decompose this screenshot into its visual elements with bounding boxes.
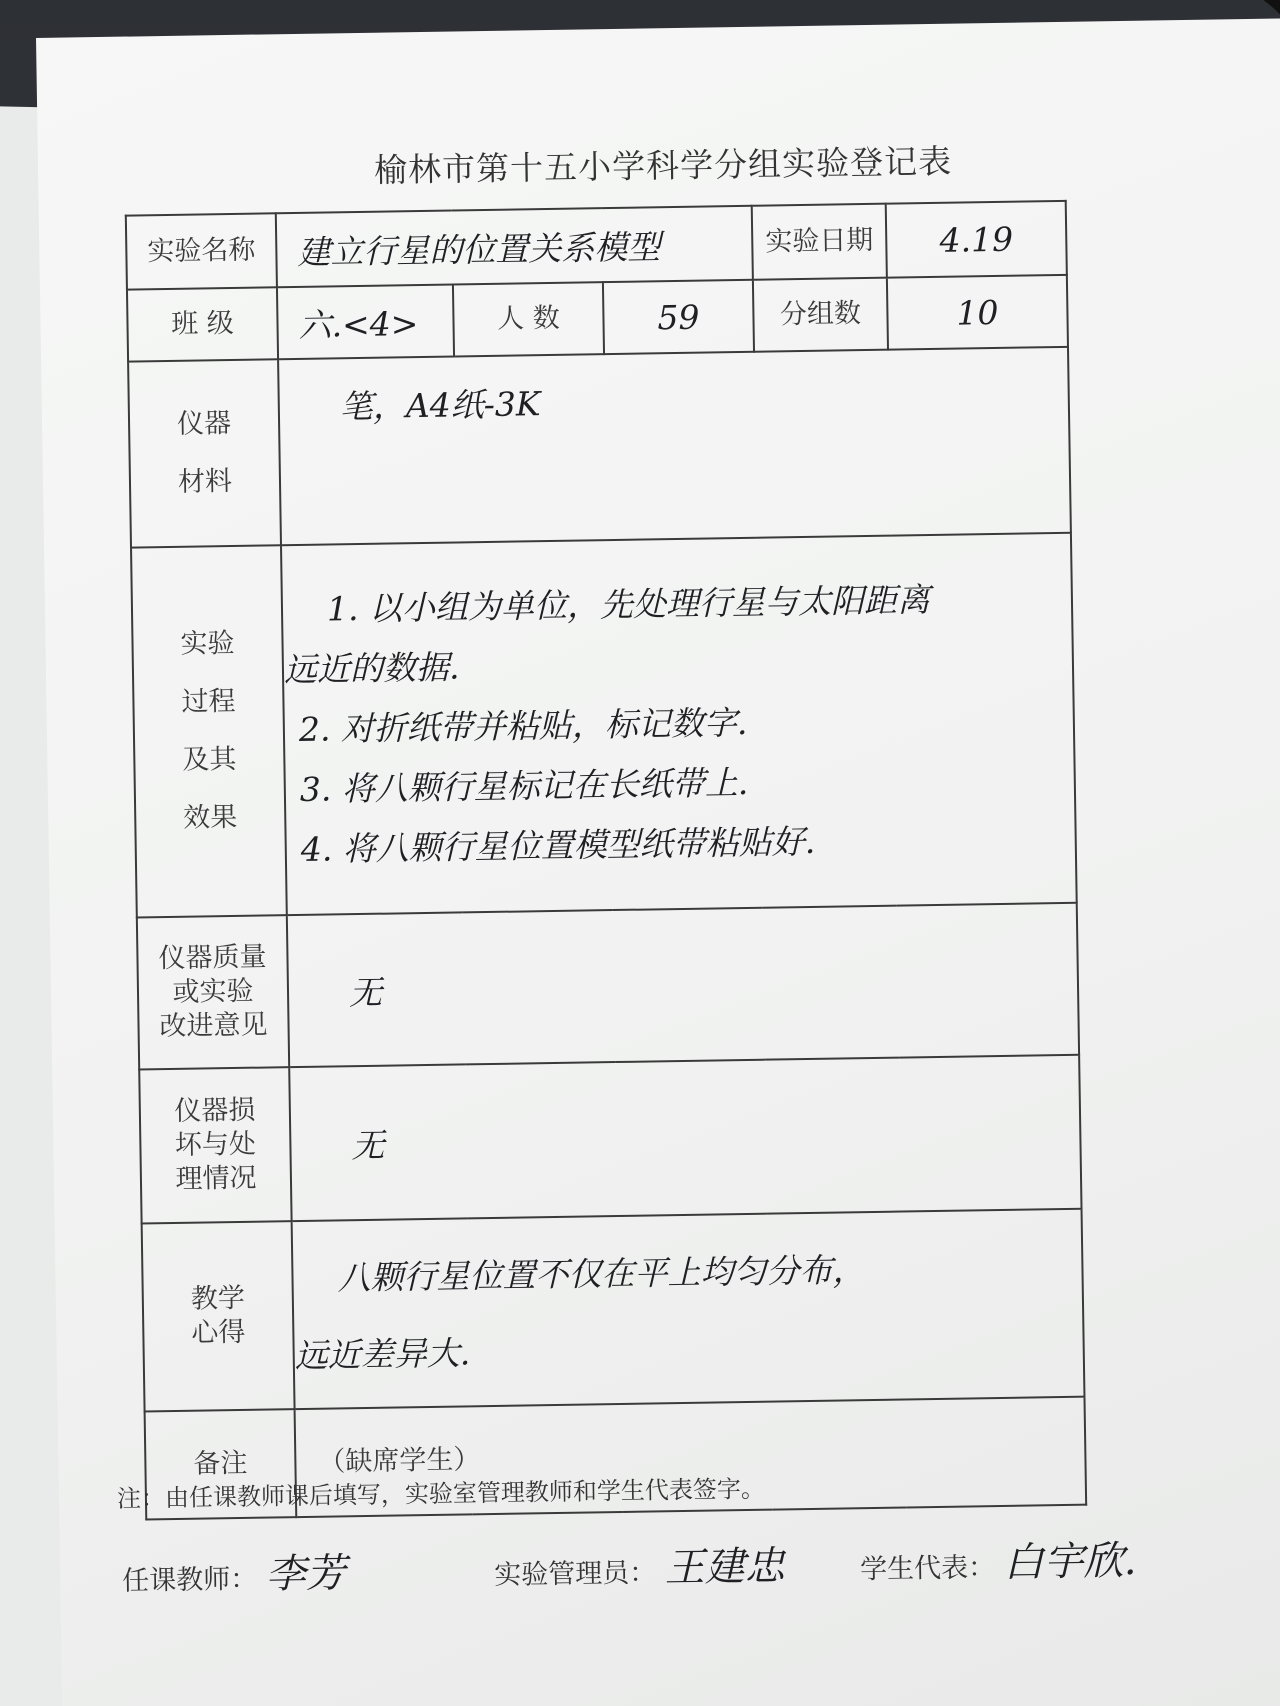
quality-label bbox=[137, 915, 289, 1069]
form-title: 榆林市第十五小学科学分组实验登记表 bbox=[373, 141, 953, 190]
people-label: 人 数 bbox=[453, 282, 604, 356]
row-materials bbox=[128, 347, 1071, 548]
groups-value: 10 bbox=[887, 275, 1068, 350]
lab-manager-name: 王建忠 bbox=[664, 1543, 786, 1592]
damage-label-line: 坏与处 bbox=[174, 1128, 257, 1162]
reflection-value bbox=[292, 1209, 1085, 1409]
process-line: 3. 将八颗行星标记在长纸带上. bbox=[299, 762, 749, 809]
teacher-label: 任课教师： bbox=[122, 1563, 258, 1597]
student-signature bbox=[860, 1529, 1137, 1590]
process-label-line: 实验 bbox=[180, 627, 235, 660]
process-label-line: 效果 bbox=[183, 801, 238, 834]
reflection-label-line: 心得 bbox=[191, 1316, 246, 1349]
registration-form-paper bbox=[36, 18, 1280, 1706]
row-reflection bbox=[142, 1209, 1085, 1412]
remarks-label: 备注 bbox=[145, 1409, 297, 1519]
lab-manager-signature bbox=[494, 1534, 785, 1596]
form-note: 注：由任课教师课后填写，实验室管理教师和学生代表签字。 bbox=[116, 1474, 766, 1513]
process-value bbox=[281, 533, 1077, 915]
experiment-registration-table bbox=[125, 200, 1087, 1521]
process-line: 4. 将八颗行星位置模型纸带粘贴好. bbox=[300, 821, 816, 869]
process-label-line: 过程 bbox=[181, 685, 236, 718]
reflection-label bbox=[142, 1221, 295, 1411]
quality-label-line: 改进意见 bbox=[159, 1009, 268, 1043]
experiment-name-value: 建立行星的位置关系模型 bbox=[276, 206, 753, 287]
groups-label: 分组数 bbox=[753, 278, 888, 352]
experiment-date-label: 实验日期 bbox=[752, 204, 887, 280]
lab-manager-label: 实验管理员： bbox=[493, 1557, 657, 1591]
quality-value: 无 bbox=[287, 903, 1079, 1067]
people-value: 59 bbox=[603, 280, 754, 354]
quality-label-line: 仪器质量 bbox=[158, 941, 267, 975]
reflection-line: 远近差异大. bbox=[294, 1333, 471, 1376]
process-label bbox=[131, 545, 287, 917]
damage-label-line: 理情况 bbox=[175, 1162, 257, 1195]
teacher-signature bbox=[122, 1541, 346, 1602]
row-quality bbox=[137, 903, 1079, 1070]
materials-value: 笔，A4纸-3K bbox=[278, 347, 1071, 545]
reflection-label-line: 教学 bbox=[190, 1283, 246, 1315]
quality-label-line: 或实验 bbox=[172, 975, 254, 1009]
process-label-line: 及其 bbox=[182, 743, 237, 776]
experiment-name-label: 实验名称 bbox=[126, 213, 277, 289]
materials-label-line: 仪器 bbox=[176, 407, 232, 440]
damage-value: 无 bbox=[289, 1055, 1081, 1221]
class-label: 班 级 bbox=[127, 287, 278, 361]
row-damage bbox=[139, 1055, 1081, 1224]
student-name: 白宇欣. bbox=[1003, 1537, 1137, 1586]
experiment-date-value: 4.19 bbox=[886, 201, 1067, 278]
signature-row bbox=[122, 1528, 1222, 1598]
remarks-value: （缺席学生） bbox=[295, 1397, 1087, 1517]
damage-label-line: 仪器损 bbox=[174, 1095, 256, 1128]
damage-label bbox=[139, 1067, 291, 1223]
class-value: 六.<4> bbox=[277, 284, 454, 359]
student-label: 学生代表： bbox=[859, 1552, 996, 1586]
materials-label-line: 材料 bbox=[177, 465, 233, 498]
teacher-name: 李芳 bbox=[265, 1550, 347, 1598]
row-process bbox=[131, 533, 1077, 918]
materials-label bbox=[128, 359, 281, 547]
reflection-line: 八颗行星位置不仅在平上均匀分布， bbox=[337, 1250, 866, 1298]
process-line: 2. 对折纸带并粘贴，标记数字. bbox=[298, 702, 748, 749]
process-line: 远近的数据. bbox=[283, 647, 460, 690]
process-line: 1. 以小组为单位，先处理行星与太阳距离 bbox=[326, 580, 931, 629]
